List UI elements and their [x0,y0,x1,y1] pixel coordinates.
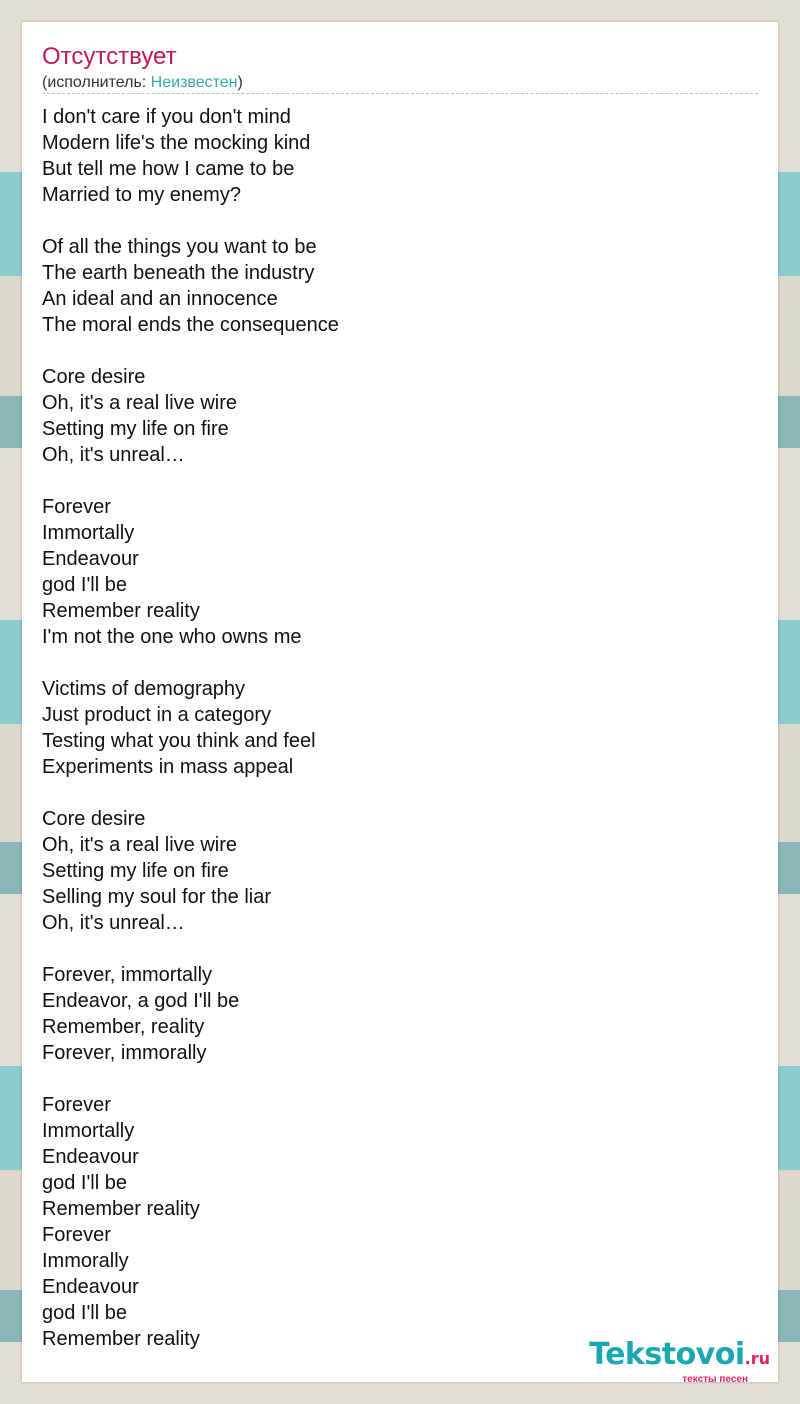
artist-link[interactable]: Неизвестен [150,74,238,91]
lyrics-card [22,22,778,1385]
logo-wordmark [589,1337,770,1374]
artist-line [42,73,243,93]
title-divider [42,93,758,94]
site-logo[interactable] [589,1337,770,1385]
song-title: Отсутствует [42,43,177,70]
logo-name: Tekstovoi [589,1337,745,1372]
lyrics-text: I don't care if you don't mind Modern life's the mocking kind But tell me how I came to be Married to my enemy? Of all the things you want to be The earth beneath the industry An ideal and an innocence The moral ends the consequence Core desire Oh, it's a real live wire Setting my life on fire Oh, it's unreal… Forever Immortally Endeavour god I'll be Remember reality I'm not the one who owns me Victims of demography Just product in a category Testing what you think and feel Experiments in mass appeal Core desire Oh, it's a real live wire Setting my life on fire Selling my soul for the liar Oh, it's unreal… Forever, immortally Endeavor, a god I'll be Remember, reality Forever, immorally Forever Immortally Endeavour god I'll be Remember reality Forever Immorally Endeavour god I'll be Remember reality [42,106,339,1350]
artist-prefix: (исполнитель: [42,74,151,91]
logo-tld: .ru [744,1349,770,1368]
artist-suffix: ) [237,74,243,91]
logo-tagline: тексты песен [682,1374,748,1385]
